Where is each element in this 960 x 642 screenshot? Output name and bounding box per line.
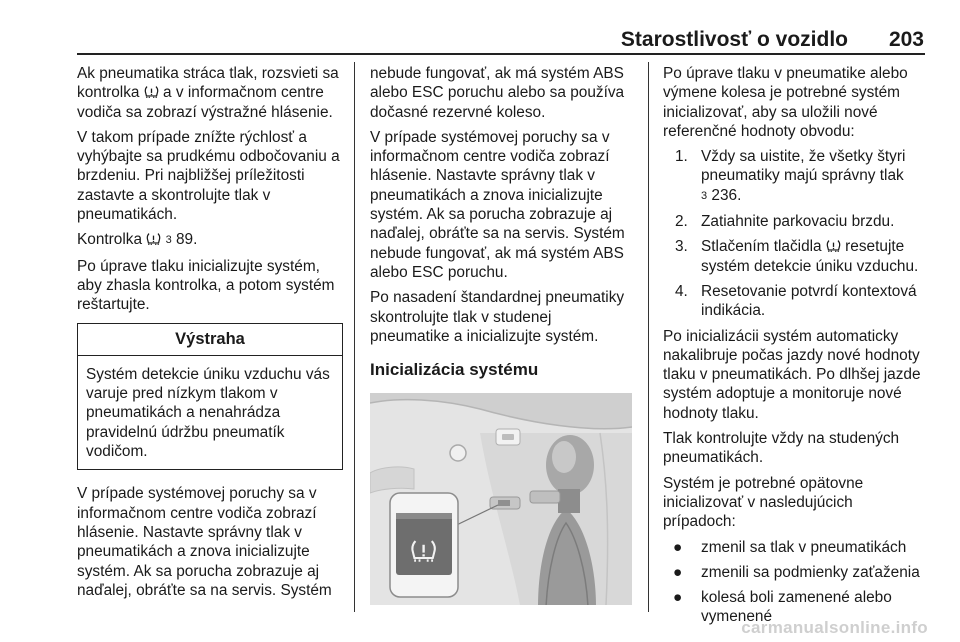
bullet-icon: ● (673, 563, 683, 581)
column-divider-right (648, 62, 649, 612)
list-item: ● zmenili sa podmienky zaťaženia (673, 563, 920, 581)
list-item: 2. Zatiahnite parkovaciu brzdu. (675, 213, 895, 231)
text-column-2 (370, 64, 635, 605)
paragraph: Systém je potrebné opätovne inicializovať v nasledujúcich prípadoch: (663, 474, 864, 531)
header-rule (77, 53, 925, 55)
column-divider-left (354, 62, 355, 612)
paragraph: V prípade systémovej poruchy sa v informačnom centre vodiča zobrazí hlásenie. Nastavte správny tlak v pneumatikách a znova inicializujte systém. Ak sa porucha zobrazuje aj naďalej, obráťte sa na servis. Systém nebude fungovať, ak má systém ABS alebo ESC poruchu. (370, 128, 625, 281)
paragraph: V prípade systémovej poruchy sa v informačnom centre vodiča zobrazí hlásenie. Nastavte správny tlak v pneumatikách a znova inicializujte systém. Ak sa porucha zobrazuje aj naďalej, obráťte sa na servis. Systém (77, 485, 332, 599)
steps-list (663, 147, 928, 320)
paragraph: Tlak kontrolujte vždy na studených pneumatikách. (663, 430, 900, 467)
page-ref-arrow-icon: 3 (701, 189, 708, 202)
paragraph: V takom prípade znížte rýchlosť a vyhýbajte sa prudkému odbočovaniu a brzdeniu. Pri najbližšej príležitosti zastavte a skontrolujte tlak v pneumatikách. (77, 128, 340, 224)
list-item: 3. Stlačením tlačidla resetujte systém detekcie úniku vzduchu. (675, 238, 919, 275)
center-console-illustration (370, 393, 632, 605)
text-column-1 (77, 64, 343, 606)
section-title: Inicializácia systému (370, 360, 539, 380)
paragraph: Po úprave tlaku v pneumatike alebo výmene kolesa je potrebné systém inicializovať, aby sa uložili nové referenčné hodnoty obvodu: (663, 65, 908, 140)
page-ref-arrow-icon: 3 (165, 234, 172, 247)
page-title: Starostlivosť o vozidlo (620, 28, 848, 51)
list-item: ● zmenil sa tlak v pneumatikách (673, 538, 907, 556)
page-header (0, 0, 960, 56)
tire-pressure-warning-icon (146, 232, 161, 246)
paragraph: Kontrolka 3 89. (77, 231, 198, 249)
list-item: 4. Resetovanie potvrdí kontextová indikácia. (675, 282, 917, 320)
warning-body: Systém detekcie úniku vzduchu vás varuje pred nízkym tlakom v pneumatikách a nenahrádza pravidelnú údržbu pneumatík vodičom. (86, 365, 330, 461)
list-item: 1. Vždy sa uistite, že všetky štyri pneumatiky majú správny tlak 3 236. (675, 148, 906, 204)
page-reference[interactable]: 89. (171, 231, 198, 249)
bullet-list (663, 538, 928, 627)
paragraph: nebude fungovať, ak má systém ABS alebo ESC poruchu alebo sa používa dočasné rezervné koleso. (370, 65, 625, 121)
text-column-3 (663, 64, 928, 633)
watermark: carmanualsonline.info (741, 618, 928, 637)
page-reference[interactable]: 236. (707, 186, 742, 204)
tire-pressure-warning-icon (826, 239, 841, 253)
bullet-icon: ● (673, 538, 683, 556)
page-number: 203 (888, 28, 924, 51)
bullet-icon: ● (673, 589, 683, 607)
list-item: ● kolesá boli zamenené alebo vymenené (673, 589, 892, 626)
warning-box (77, 323, 343, 471)
warning-title: Výstraha (78, 324, 342, 356)
paragraph: Po nasadení štandardnej pneumatiky skontrolujte tlak v studenej pneumatike a inicializujte systém. (370, 289, 625, 345)
paragraph: Ak pneumatika stráca tlak, rozsvieti sa kontrolka a v informačnom centre vodiča sa zobrazí výstražné hlásenie. (77, 65, 339, 121)
tire-pressure-warning-icon (144, 85, 159, 99)
paragraph: Po úprave tlaku inicializujte systém, aby zhasla kontrolka, a potom systém reštartujte. (77, 257, 335, 314)
paragraph: Po inicializácii systém automaticky nakalibruje počas jazdy nové hodnoty tlaku v pneumatikách. Po dlhšej jazde systém adoptuje a monitoruje nové hodnoty tlaku. (663, 327, 921, 422)
